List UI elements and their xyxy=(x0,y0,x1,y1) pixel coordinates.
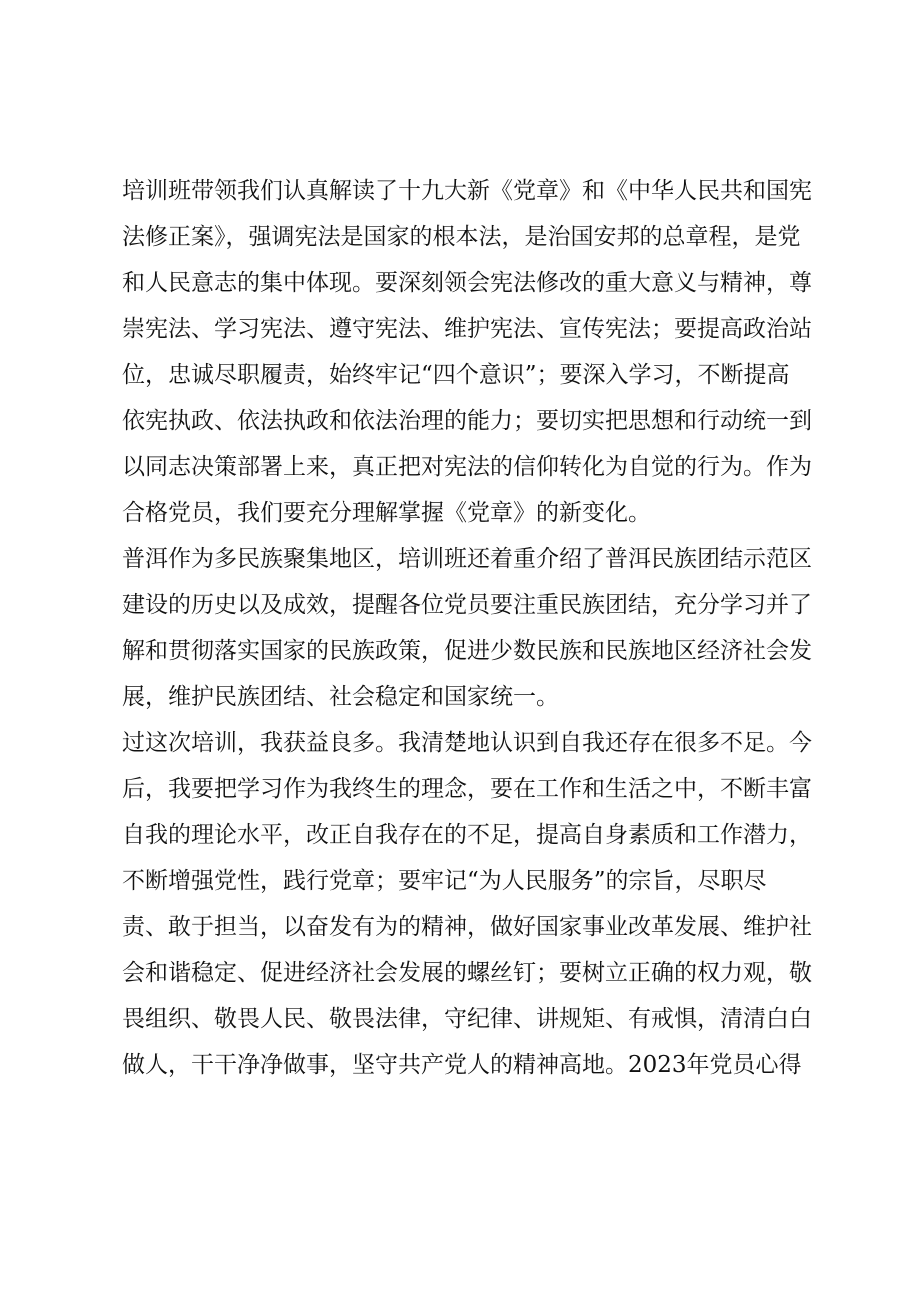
text-line: 会和谐稳定、促进经济社会发展的螺丝钉；要树立正确的权力观，敬 xyxy=(122,960,812,986)
text-line: 不断增强党性，践行党章；要牢记“为人民服务”的宗旨，尽职尽 xyxy=(122,868,767,894)
text-line: 责、敢于担当，以奋发有为的精神，做好国家事业改革发展、维护社 xyxy=(122,914,812,940)
text-line: 和人民意志的集中体现。要深刻领会宪法修改的重大意义与精神，尊 xyxy=(122,270,812,296)
text-line: 畏组织、敬畏人民、敬畏法律，守纪律、讲规矩、有戒惧，清清白白 xyxy=(122,1006,812,1032)
text-line: 解和贯彻落实国家的民族政策，促进少数民族和民族地区经济社会发 xyxy=(122,638,812,664)
text-line: 以同志决策部署上来，真正把对宪法的信仰转化为自觉的行为。作为 xyxy=(122,454,812,480)
document-body xyxy=(122,168,822,1088)
text-line: 建设的历史以及成效，提醒各位党员要注重民族团结，充分学习并了 xyxy=(122,592,812,618)
text-line: 做人，干干净净做事，坚守共产党人的精神高地。2023年党员心得 xyxy=(122,1052,802,1078)
text-line: 位，忠诚尽职履责，始终牢记“四个意识”；要深入学习，不断提高 xyxy=(122,362,790,388)
text-line: 后，我要把学习作为我终生的理念，要在工作和生活之中，不断丰富 xyxy=(122,776,812,802)
text-line: 展，维护民族团结、社会稳定和国家统一。 xyxy=(122,684,559,710)
paragraph-1 xyxy=(122,168,822,536)
text-line: 培训班带领我们认真解读了十九大新《党章》和《中华人民共和国宪 xyxy=(122,178,812,204)
paragraph-2 xyxy=(122,536,822,720)
text-line: 依宪执政、依法执政和依法治理的能力；要切实把思想和行动统一到 xyxy=(122,408,812,434)
text-line: 普洱作为多民族聚集地区，培训班还着重介绍了普洱民族团结示范区 xyxy=(122,546,812,572)
text-line: 过这次培训，我获益良多。我清楚地认识到自我还存在很多不足。今 xyxy=(122,730,812,756)
paragraph-3 xyxy=(122,720,822,1088)
text-line: 崇宪法、学习宪法、遵守宪法、维护宪法、宣传宪法；要提高政治站 xyxy=(122,316,812,342)
text-line: 法修正案》，强调宪法是国家的根本法，是治国安邦的总章程，是党 xyxy=(122,224,801,250)
text-line: 合格党员，我们要充分理解掌握《党章》的新变化。 xyxy=(122,500,651,526)
text-line: 自我的理论水平，改正自我存在的不足，提高自身素质和工作潜力， xyxy=(122,822,812,848)
